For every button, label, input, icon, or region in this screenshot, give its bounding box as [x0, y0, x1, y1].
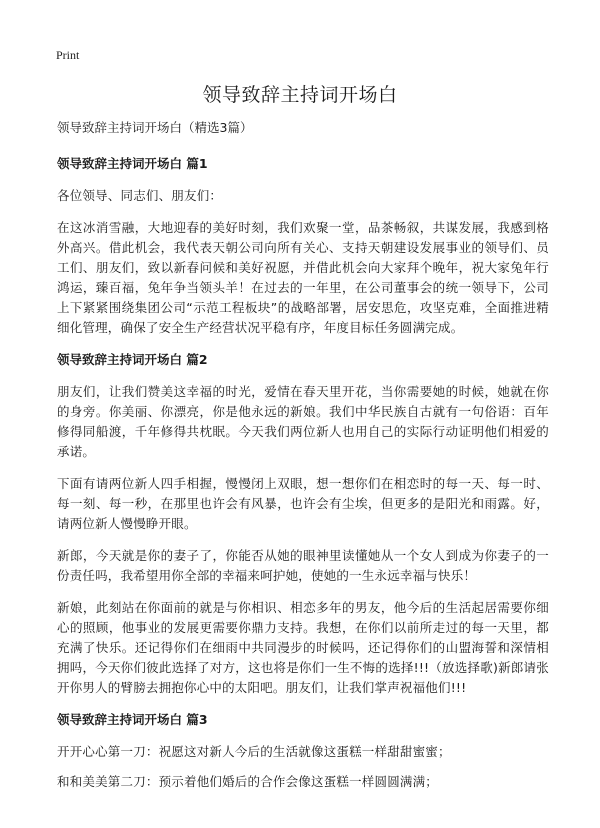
paragraph: 朋友们，让我们赞美这幸福的时光，爱情在春天里开花，当你需要她的时候，她就在你的身旁。你美丽、你漂亮，你是他永远的新娘。我们中华民族自古就有一句俗语：百年修得同船渡，千年修得共枕眠。今天我们两位新人也用自己的实际行动证明他们相爱的承诺。 — [57, 384, 549, 459]
section-3 — [57, 710, 549, 792]
paragraph: 各位领导、同志们、朋友们： — [57, 188, 223, 203]
section-heading: 领导致辞主持词开场白 篇3 — [57, 712, 208, 727]
page-title: 领导致辞主持词开场白 — [202, 84, 398, 106]
section-heading: 领导致辞主持词开场白 篇2 — [57, 352, 208, 367]
paragraph: 新娘，此刻站在你面前的就是与你相识、相恋多年的男友，他今后的生活起居需要你细心的照顾，他事业的发展更需要你鼎力支持。我想，在你们以前所走过的每一天里，都充满了快乐。还记得你们在细雨中共同漫步的时候吗，还记得你们的山盟海誓和深情相拥吗，今天你们彼此选择了对方，这也将是你们一生不悔的选择!!!（放选择歌)新郎请张开你男人的臂膀去拥抱你心中的太阳吧。朋友们，让我们掌声祝福他们!!! — [57, 600, 549, 695]
paragraph: 在这冰消雪融，大地迎春的美好时刻，我们欢聚一堂，品茶畅叙，共谋发展，我感到格外高兴。借此机会，我代表天朝公司向所有关心、支持天朝建设发展事业的领导们、员工们、朋友们，致以新春问候和美好祝愿，并借此机会向大家拜个晚年，祝大家兔年行鸿运，臻百福，兔年争当领头羊！在过去的一年里，在公司董事会的统一领导下，公司上下紧紧围绕集团公司“示范工程板块”的战略部署，居安思危，攻坚克难，全面推进精细化管理，确保了安全生产经营状况平稳有序，年度目标任务圆满完成。 — [57, 220, 549, 335]
section-2 — [57, 350, 549, 698]
paragraph: 下面有请两位新人四手相握，慢慢闭上双眼，想一想你们在相恋时的每一天、每一时、每一刻、每一秒，在那里也许会有风暴，也许会有尘埃，但更多的是阳光和雨露。好，请两位新人慢慢睁开眼。 — [57, 476, 549, 531]
paragraph: 和和美美第二刀：预示着他们婚后的合作会像这蛋糕一样圆圆满满； — [57, 774, 439, 789]
document-subtitle: 领导致辞主持词开场白（精选3篇） — [57, 120, 253, 135]
document-body — [57, 118, 549, 802]
section-1 — [57, 154, 549, 338]
section-heading: 领导致辞主持词开场白 篇1 — [57, 156, 208, 171]
paragraph: 新郎，今天就是你的妻子了，你能否从她的眼神里读懂她从一个女人到成为你妻子的一份责任吗，我希望用你全部的幸福来呵护她，使她的一生永远幸福与快乐！ — [57, 548, 549, 583]
paragraph: 开开心心第一刀：祝愿这对新人今后的生活就像这蛋糕一样甜甜蜜蜜； — [57, 744, 451, 759]
print-link[interactable]: Print — [56, 48, 80, 62]
